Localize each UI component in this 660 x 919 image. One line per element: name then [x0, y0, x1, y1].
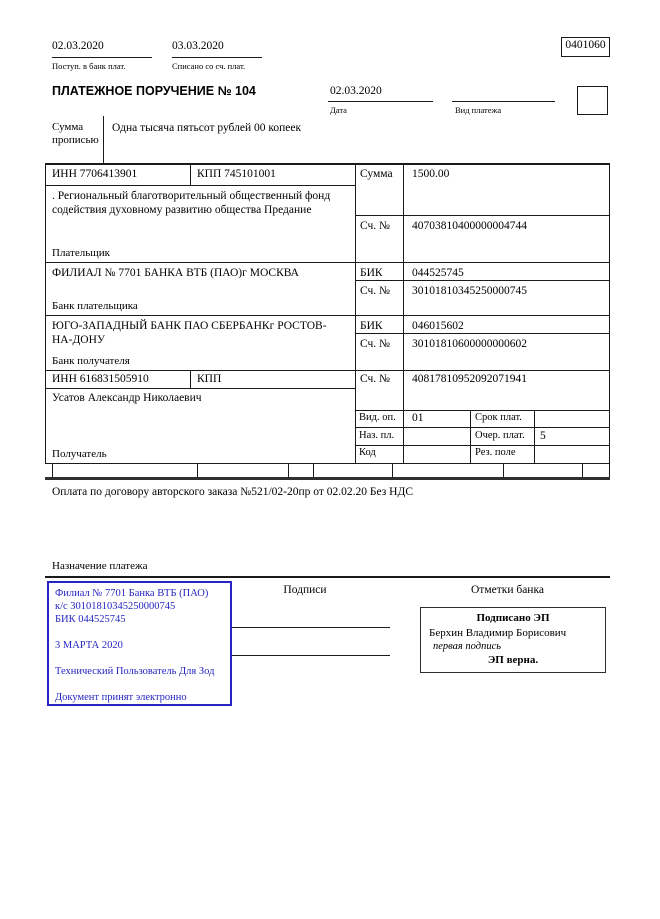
- payer-inn: ИНН 7706413901: [52, 168, 138, 180]
- priority-label: Очер. плат.: [475, 430, 525, 441]
- table-line-payee-acct-bottom: [355, 410, 610, 411]
- document-title: ПЛАТЕЖНОЕ ПОРУЧЕНИЕ № 104: [52, 84, 256, 98]
- payer-bank-bik: 044525745: [412, 267, 464, 279]
- received-date-label: Поступ. в банк плат.: [52, 61, 126, 71]
- bank-marks-label: Отметки банка: [471, 584, 544, 596]
- payee-section-label: Получатель: [52, 448, 107, 460]
- stamp-corr-account: к/с 30101810345250000745: [55, 601, 176, 612]
- table-line-payee-inn-bottom: [45, 388, 355, 389]
- table-line-payeebank-bottom: [45, 370, 610, 371]
- payment-purpose-text: Оплата по договору авторского заказа №521/02-20пр от 02.02.20 Без НДС: [52, 486, 413, 498]
- payer-account-label: Сч. №: [360, 220, 391, 232]
- table-divider-op-value: [470, 410, 471, 463]
- stamp-accepted-note: Документ принят электронно: [55, 692, 187, 703]
- table-line-vidop-bottom: [355, 427, 610, 428]
- esign-title: Подписано ЭП: [476, 612, 550, 624]
- table-line-nazpl-bottom: [355, 445, 610, 446]
- payer-kpp: КПП 745101001: [197, 168, 276, 180]
- received-date: 02.03.2020: [52, 40, 104, 52]
- reserve-field-label: Рез. поле: [475, 447, 516, 458]
- payment-type-underline: [452, 101, 555, 102]
- table-left-border: [45, 163, 46, 463]
- payer-bank-name: ФИЛИАЛ № 7701 БАНКА ВТБ (ПАО)г МОСКВА: [52, 267, 299, 279]
- electronic-signature-box: [420, 607, 606, 673]
- code-label: Код: [359, 447, 376, 458]
- table-divider-main: [355, 163, 356, 463]
- payee-bank-account-label: Сч. №: [360, 338, 391, 350]
- payer-bank-bik-label: БИК: [360, 267, 383, 279]
- signature-line-2: [232, 655, 390, 656]
- received-date-underline: [52, 57, 152, 58]
- payer-bank-account-label: Сч. №: [360, 285, 391, 297]
- status-field-box: [577, 86, 608, 115]
- debited-date: 03.03.2020: [172, 40, 224, 52]
- payer-bank-section-label: Банк плательщика: [52, 300, 138, 312]
- stamp-bank-name: Филиал № 7701 Банка ВТБ (ПАО): [55, 588, 209, 599]
- purpose-code-label: Наз. пл.: [359, 430, 395, 441]
- payee-account: 40817810952092071941: [412, 373, 527, 385]
- tax-row-divider: [582, 463, 583, 477]
- table-line-payer-bottom: [45, 262, 610, 263]
- payer-section-label: Плательщик: [52, 247, 110, 259]
- date-underline: [328, 101, 433, 102]
- stamp-bik: БИК 044525745: [55, 614, 126, 625]
- amount-words-divider: [103, 116, 104, 163]
- purpose-separator-line: [45, 576, 610, 578]
- document-date: 02.03.2020: [330, 85, 382, 97]
- table-line-payerbank-bik-bottom: [355, 280, 610, 281]
- esign-signature-kind: первая подпись: [433, 641, 502, 652]
- sum-label: Сумма: [360, 168, 393, 180]
- table-divider-inn-kpp: [190, 163, 191, 185]
- table-divider-labels: [403, 163, 404, 463]
- table-bottom-border: [45, 463, 610, 464]
- tax-row-divider: [392, 463, 393, 477]
- stamp-operator: Технический Пользователь Для Зод: [55, 666, 215, 677]
- payee-name: Усатов Александр Николаевич: [52, 392, 202, 404]
- op-type-value: 01: [412, 412, 424, 424]
- payee-kpp-label: КПП: [197, 373, 222, 385]
- signature-line-1: [232, 627, 390, 628]
- payee-bank-section-label: Банк получателя: [52, 355, 130, 367]
- payer-account: 40703810400000004744: [412, 220, 527, 232]
- table-divider-srok-value: [534, 410, 535, 463]
- form-code: 0401060: [565, 39, 606, 51]
- form-code-box: [561, 37, 610, 57]
- stamp-date: 3 МАРТА 2020: [55, 640, 123, 651]
- table-line-payerbank-bottom: [45, 315, 610, 316]
- payee-bank-name: ЮГО-ЗАПАДНЫЙ БАНК ПАО СБЕРБАНКг РОСТОВ-НА-ДОНУ: [52, 320, 327, 347]
- signatures-label: Подписи: [283, 584, 327, 596]
- payee-account-label: Сч. №: [360, 373, 391, 385]
- tax-row-bottom-border: [45, 477, 610, 480]
- table-divider-payee-inn-kpp: [190, 370, 191, 388]
- table-top-border: [45, 163, 610, 165]
- tax-row-divider: [609, 463, 610, 477]
- priority-value: 5: [540, 430, 546, 442]
- payee-inn: ИНН 616831505910: [52, 373, 149, 385]
- payment-purpose-label: Назначение платежа: [52, 560, 148, 572]
- bank-acceptance-stamp: [47, 581, 232, 706]
- esign-signer-name: Берхин Владимир Борисович: [429, 627, 567, 639]
- sum-value: 1500.00: [412, 168, 450, 180]
- tax-row-divider: [503, 463, 504, 477]
- payment-type-label: Вид платежа: [455, 105, 502, 115]
- amount-words-value: Одна тысяча пятьсот рублей 00 копеек: [112, 122, 302, 134]
- payee-bank-account: 30101810600000000602: [412, 338, 527, 350]
- table-line-sum-bottom: [355, 215, 610, 216]
- payer-name: . Региональный благотворительный общественный фонд содействия духовному развитию общества Предание: [52, 190, 334, 217]
- table-line-inn-row-bottom: [45, 185, 355, 186]
- table-line-payeebank-bik-bottom: [355, 333, 610, 334]
- amount-words-label: Сумма прописью: [52, 121, 99, 147]
- table-right-border: [609, 163, 610, 463]
- tax-row-divider: [288, 463, 289, 477]
- debited-date-underline: [172, 57, 262, 58]
- op-type-label: Вид. оп.: [359, 412, 396, 423]
- payee-bank-bik-label: БИК: [360, 320, 383, 332]
- payee-bank-bik: 046015602: [412, 320, 464, 332]
- date-label: Дата: [330, 105, 347, 115]
- payer-bank-account: 30101810345250000745: [412, 285, 527, 297]
- esign-verified: ЭП верна.: [487, 654, 539, 666]
- debited-date-label: Списано со сч. плат.: [172, 61, 246, 71]
- tax-row-divider: [197, 463, 198, 477]
- due-date-label: Срок плат.: [475, 412, 522, 423]
- tax-row-divider: [313, 463, 314, 477]
- tax-row-divider: [52, 463, 53, 477]
